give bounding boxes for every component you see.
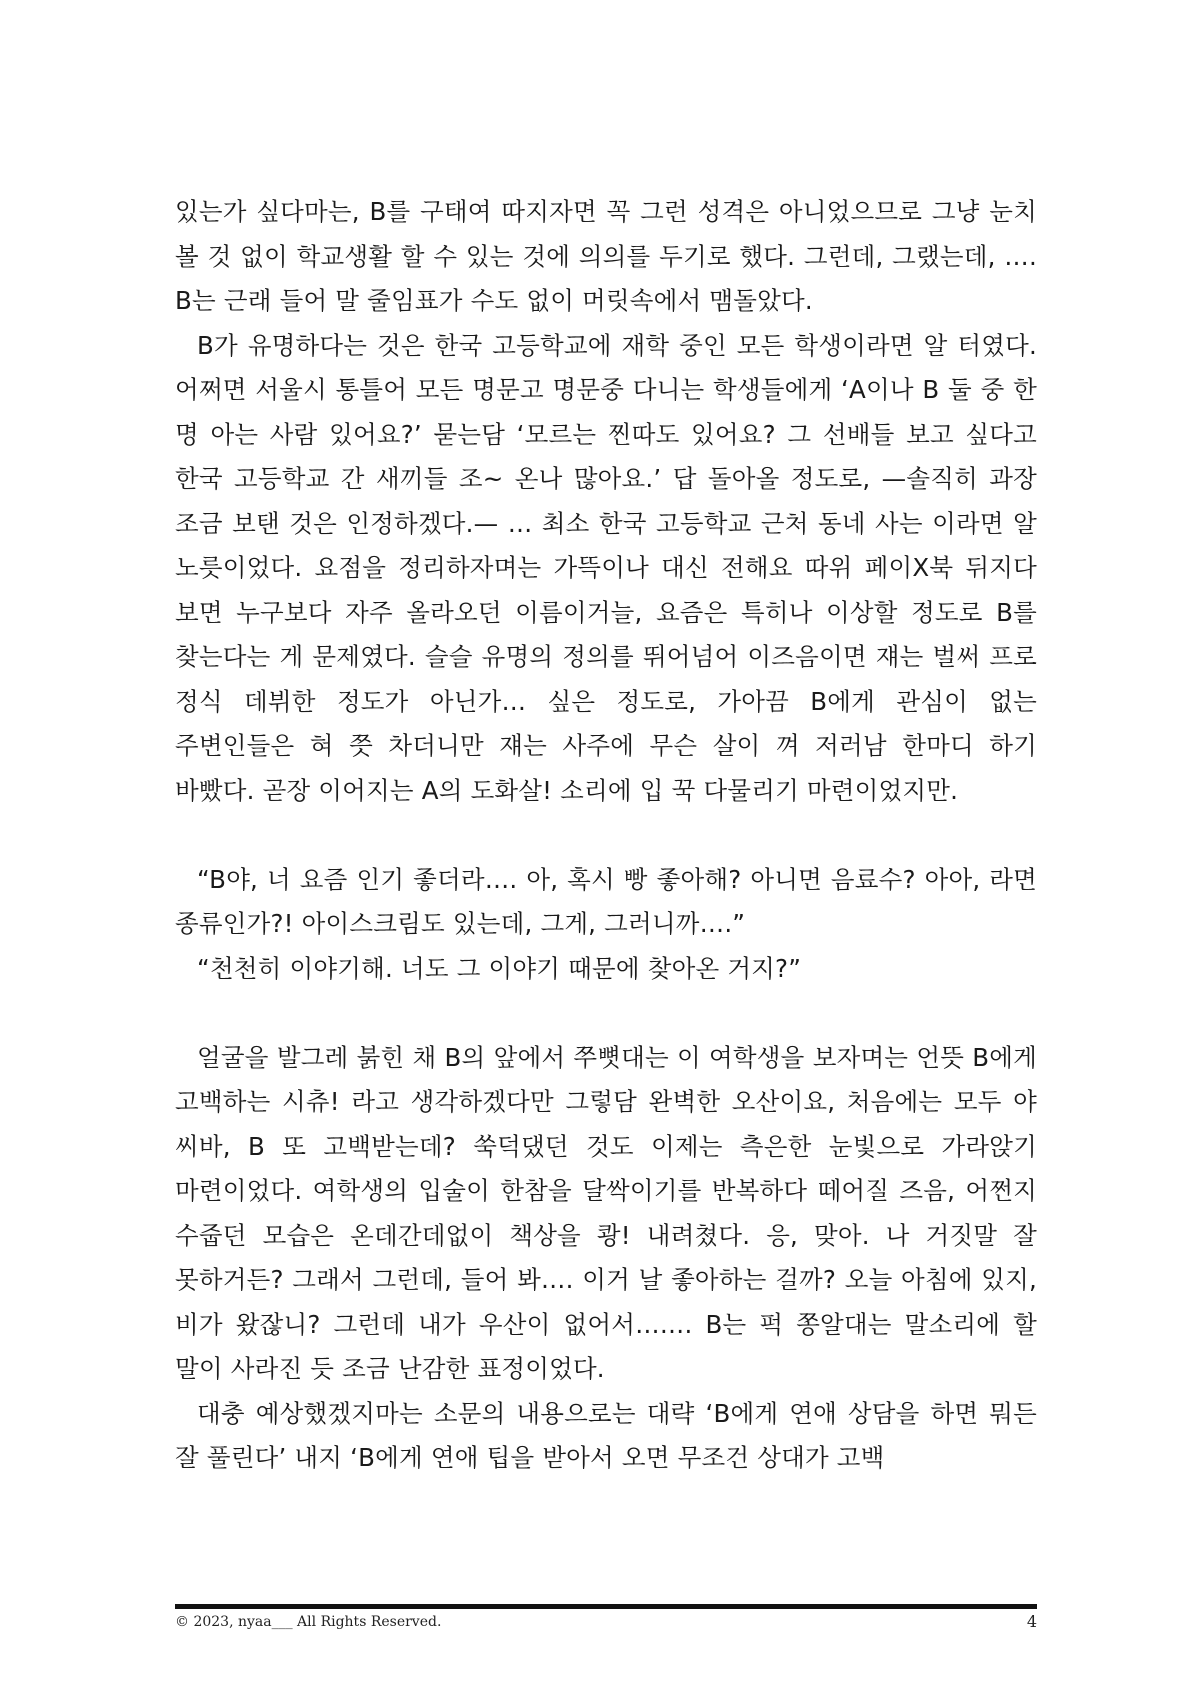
body-text bbox=[175, 190, 1037, 1481]
paragraph-2: B가 유명하다는 것은 한국 고등학교에 재학 중인 모든 학생이라면 알 터였다. 어쩌면 서울시 통틀어 모든 명문고 명문중 다니는 학생들에게 ‘A이나 B 둘 중 한 명 아는 사람 있어요?’ 묻는담 ‘모르는 찐따도 있어요? 그 선배들 보고 싶다고 한국 고등학교 간 새끼들 조~ 온나 많아요.’ 답 돌아올 정도로, —솔직히 과장 조금 보탠 것은 인정하겠다.— … 최소 한국 고등학교 근처 동네 사는 이라면 알 노릇이었다. 요점을 정리하자며는 가뜩이나 대신 전해요 따위 페이X북 뒤지다 보면 누구보다 자주 올라오던 이름이거늘, 요즘은 특히나 이상할 정도로 B를 찾는다는 게 문제였다. 슬슬 유명의 정의를 뛰어넘어 이즈음이면 쟤는 벌써 프로 정식 데뷔한 정도가 아닌가… 싶은 정도로, 가아끔 B에게 관심이 없는 주변인들은 혀 쯧 차더니만 쟤는 사주에 무슨 살이 껴 저러남 한마디 하기 바빴다. 곧장 이어지는 A의 도화살! 소리에 입 꾹 다물리기 마련이었지만. bbox=[175, 330, 1037, 805]
page-number: 4 bbox=[1026, 1612, 1037, 1631]
paragraph-spacer bbox=[175, 813, 1037, 858]
dialogue-line-2: “천천히 이야기해. 너도 그 이야기 때문에 찾아온 거지?” bbox=[197, 953, 802, 983]
paragraph-1: 있는가 싶다마는, B를 구태여 따지자면 꼭 그런 성격은 아니었으므로 그냥 눈치 볼 것 없이 학교생활 할 수 있는 것에 의의를 두기로 했다. 그런데, 그랬는데, …. B는 근래 들어 말 줄임표가 수도 없이 머릿속에서 맴돌았다. bbox=[175, 197, 1037, 315]
paragraph-3: 얼굴을 발그레 붉힌 채 B의 앞에서 쭈뼛대는 이 여학생을 보자며는 언뜻 B에게 고백하는 시츄! 라고 생각하겠다만 그렇담 완벽한 오산이요, 처음에는 모두 야 씨바, B 또 고백받는데? 쑥덕댔던 것도 이제는 측은한 눈빛으로 가라앉기 마련이었다. 여학생의 입술이 한참을 달싹이기를 반복하다 떼어질 즈음, 어쩐지 수줍던 모습은 온데간데없이 책상을 쾅! 내려쳤다. 응, 맞아. 나 거짓말 잘 못하거든? 그래서 그런데, 들어 봐…. 이거 날 좋아하는 걸까? 오늘 아침에 있지, 비가 왔잖니? 그런데 내가 우산이 없어서……. B는 퍽 쫑알대는 말소리에 할 말이 사라진 듯 조금 난감한 표정이었다. bbox=[175, 1042, 1037, 1383]
paragraph-4: 대충 예상했겠지마는 소문의 내용으로는 대략 ‘B에게 연애 상담을 하면 뭐든 잘 풀린다’ 내지 ‘B에게 연애 팁을 받아서 오면 무조건 상대가 고백 bbox=[175, 1398, 1037, 1472]
footer-divider bbox=[175, 1604, 1037, 1609]
footer-copyright: © 2023, nyaa___ All Rights Reserved. bbox=[175, 1614, 442, 1630]
dialogue-line-1: “B야, 너 요즘 인기 좋더라…. 아, 혹시 빵 좋아해? 아니면 음료수? 아아, 라면 종류인가?! 아이스크림도 있는데, 그게, 그러니까….” bbox=[175, 864, 1037, 938]
paragraph-spacer bbox=[175, 991, 1037, 1036]
